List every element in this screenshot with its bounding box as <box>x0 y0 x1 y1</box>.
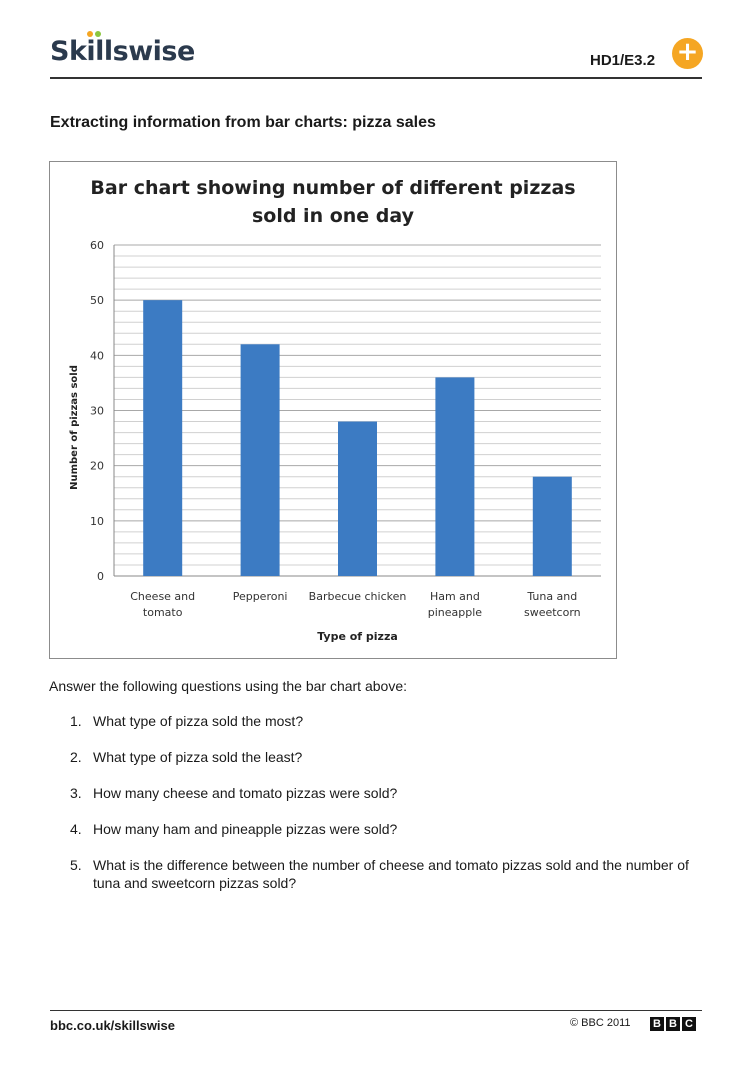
bbc-letter: C <box>682 1017 696 1031</box>
page-title: Extracting information from bar charts: pizza sales <box>50 114 436 131</box>
footer-divider <box>50 1010 702 1011</box>
question-list <box>70 712 710 910</box>
question-number: 3. <box>70 785 82 801</box>
question-text: How many ham and pineapple pizzas were sold? <box>93 821 398 837</box>
question-item <box>70 748 710 766</box>
chart-title: sold in one day <box>251 205 415 227</box>
x-tick-label: pineapple <box>427 606 483 619</box>
question-number: 5. <box>70 857 82 873</box>
question-item <box>70 856 710 892</box>
y-tick-label: 40 <box>90 349 104 363</box>
bar <box>143 300 182 576</box>
question-text: What type of pizza sold the most? <box>93 713 304 729</box>
question-item <box>70 784 710 802</box>
questions-intro: Answer the following questions using the bar chart above: <box>49 678 407 694</box>
x-tick-label: Tuna and <box>527 590 578 603</box>
bbc-letter: B <box>666 1017 680 1031</box>
skillswise-logo[interactable]: Skillswise <box>50 36 195 67</box>
bar-chart-svg <box>50 162 616 658</box>
x-tick-label: Barbecue chicken <box>308 590 407 603</box>
y-tick-label: 10 <box>90 514 104 528</box>
x-tick-label: Ham and <box>429 590 480 603</box>
y-tick-label: 30 <box>90 404 104 418</box>
x-tick-label: tomato <box>142 606 183 619</box>
y-tick-label: 50 <box>90 294 104 308</box>
question-number: 2. <box>70 749 82 765</box>
x-tick-label: Pepperoni <box>232 590 288 603</box>
copyright-text: © BBC 2011 <box>570 1017 631 1029</box>
question-item <box>70 712 710 730</box>
footer-link[interactable]: bbc.co.uk/skillswise <box>50 1018 175 1033</box>
y-tick-label: 60 <box>90 239 104 252</box>
plus-icon[interactable]: + <box>672 38 703 69</box>
bar <box>338 422 377 576</box>
bar <box>533 477 572 576</box>
header-divider <box>50 77 702 79</box>
bbc-letter: B <box>650 1017 664 1031</box>
x-axis-title: Type of pizza <box>317 630 398 643</box>
y-tick-label: 20 <box>90 459 104 473</box>
question-number: 4. <box>70 821 82 837</box>
bar <box>435 377 474 576</box>
bbc-logo <box>650 1017 696 1031</box>
bar <box>241 344 280 576</box>
x-tick-label: Cheese and <box>130 590 196 603</box>
bar-chart <box>49 161 617 659</box>
question-text: What type of pizza sold the least? <box>93 749 303 765</box>
question-text: How many cheese and tomato pizzas were sold? <box>93 785 398 801</box>
question-number: 1. <box>70 713 82 729</box>
y-axis-title: Number of pizzas sold <box>69 365 80 490</box>
x-tick-label: sweetcorn <box>523 606 581 619</box>
chart-title: Bar chart showing number of different pizzas <box>90 177 576 199</box>
question-text: What is the difference between the number of cheese and tomato pizzas sold and the number of tuna and sweetcorn pizzas sold? <box>93 857 689 891</box>
question-item <box>70 820 710 838</box>
y-tick-label: 0 <box>97 570 104 583</box>
worksheet-code: HD1/E3.2 <box>590 52 656 69</box>
